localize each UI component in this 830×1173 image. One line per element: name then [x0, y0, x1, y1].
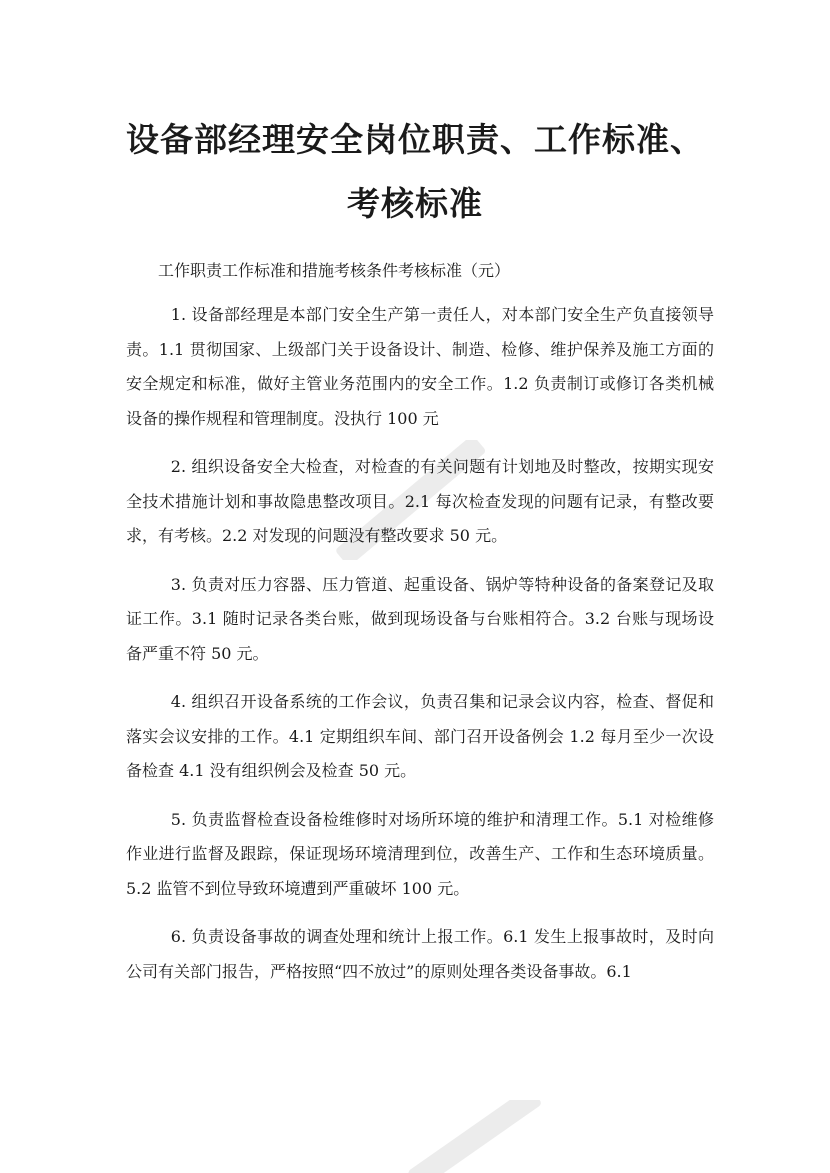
duty-paragraph-6: 6. 负责设备事故的调查处理和统计上报工作。6.1 发生上报事故时，及时向公司有关部门报告，严格按照“四不放过”的原则处理各类设备事故。6.1 — [126, 927, 714, 981]
duty-paragraph-5: 5. 负责监督检查设备检维修时对场所环境的维护和清理工作。5.1 对检维修作业进行监督及跟踪，保证现场环境清理到位，改善生产、工作和生态环境质量。5.2 监管不到位导致环境遭到严重破坏 100 元。 — [126, 809, 714, 898]
document-body — [126, 298, 714, 1003]
duty-paragraph-3: 3. 负责对压力容器、压力管道、起重设备、锅炉等特种设备的备案登记及取证工作。3.1 随时记录各类台账，做到现场设备与台账相符合。3.2 台账与现场设备严重不符 50 元。 — [126, 574, 714, 663]
document-title: 设备部经理安全岗位职责、工作标准、考核标准 — [126, 120, 704, 223]
duty-paragraph-4: 4. 组织召开设备系统的工作会议，负责召集和记录会议内容，检查、督促和落实会议安排的工作。4.1 定期组织车间、部门召开设备例会 1.2 每月至少一次设备检查 4.1 没有组织例会及检查 50 元。 — [126, 692, 714, 780]
duty-paragraph-1: 1. 设备部经理是本部门安全生产第一责任人，对本部门安全生产负直接领导责。1.1 贯彻国家、上级部门关于设备设计、制造、检修、维护保养及施工方面的安全规定和标准，做好主管业务范围内的安全工作。1.2 负责制订或修订各类机械设备的操作规程和管理制度。没执行 100 元 — [126, 305, 714, 428]
watermark-bottom — [390, 1100, 550, 1173]
table-header-line: 工作职责工作标准和措施考核条件考核标准（元） — [158, 261, 511, 280]
duty-paragraph-2: 2. 组织设备安全大检查，对检查的有关问题有计划地及时整改，按期实现安全技术措施计划和事故隐患整改项目。2.1 每次检查发现的问题有记录，有整改要求，有考核。2.2 对发现的问题没有整改要求 50 元。 — [126, 457, 714, 545]
